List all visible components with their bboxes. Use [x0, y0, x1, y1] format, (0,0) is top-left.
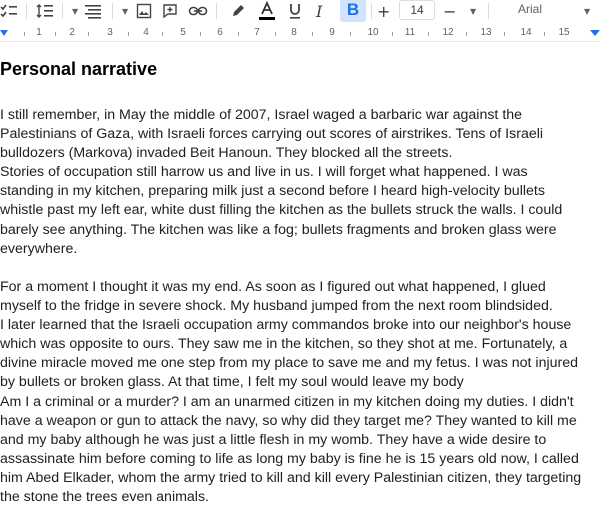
text-line: Am I a criminal or a murder? I am an unarmed citizen in my kitchen doing my duties. I didn't — [0, 393, 574, 410]
text-line: him Abed Elkader, whom the army tried to kill and kill every Palestinian citizen, they targeting — [0, 469, 582, 486]
ruler-tick — [350, 32, 351, 36]
text-color-icon[interactable] — [258, 0, 276, 22]
chevron-down-icon[interactable]: ▼ — [122, 6, 129, 16]
text-line: Palestinians of Gaza, with Israeli forces carrying out scores of airstrikes. Tens of Israeli — [0, 126, 544, 143]
ruler-mark: 9 — [329, 27, 335, 38]
comment-icon[interactable] — [162, 0, 178, 22]
ruler-tick — [238, 32, 239, 36]
decrease-font-size-icon[interactable]: − — [443, 1, 457, 21]
increase-font-size-icon[interactable]: + — [377, 1, 391, 21]
ruler-mark: 15 — [558, 27, 570, 38]
right-margin-marker[interactable] — [590, 30, 600, 36]
bold-button[interactable]: B — [340, 0, 366, 22]
ruler-tick — [162, 32, 163, 36]
ruler-tick — [24, 32, 25, 36]
ruler-tick — [428, 32, 429, 36]
numbered-list-icon[interactable] — [84, 0, 102, 22]
underline-icon[interactable] — [288, 0, 302, 22]
ruler-tick — [275, 32, 276, 36]
text-line: barely see anything. The kitchen was like a fog; bullets fragments and broken glass were — [0, 221, 557, 238]
formatting-toolbar — [0, 0, 600, 24]
font-family-select[interactable]: Arial — [518, 2, 543, 16]
toolbar-divider — [371, 3, 372, 19]
text-line: Stories of occupation still harrow us and live in us. I will forget what happened. I was — [0, 164, 528, 181]
ruler-mark: 14 — [520, 27, 532, 38]
toolbar-divider — [488, 3, 489, 19]
chevron-down-icon[interactable]: ▼ — [470, 6, 477, 16]
text-line: the stone the trees even animals. — [0, 489, 209, 506]
text-line: I later learned that the Israeli occupation army commandos broke into our neighbor's house — [0, 317, 572, 334]
text-line: by bullets or broken glass. At that time, I felt my soul would leave my body — [0, 374, 464, 391]
toolbar-divider — [26, 3, 27, 19]
text-line: myself to the fridge in severe shock. My husband jumped from the next room blindsided. — [0, 298, 553, 315]
text-line: assassinate him before coming to life as long my baby is fine he is 15 years old now, I called — [0, 450, 579, 467]
ruler-tick — [466, 32, 467, 36]
highlight-pen-icon[interactable] — [230, 0, 246, 22]
text-line: and my baby although he was just a little flesh in my womb. They have a wide desire to — [0, 431, 547, 448]
ruler-tick — [55, 32, 56, 36]
chevron-down-icon[interactable]: ▼ — [584, 6, 591, 16]
ruler-mark: 3 — [107, 27, 113, 38]
ruler-tick — [88, 32, 89, 36]
text-line: I still remember, in May the middle of 2007, Israel waged a barbaric war against the — [0, 107, 523, 123]
toolbar-divider — [62, 3, 63, 19]
ruler-tick — [200, 32, 201, 36]
ruler-mark: 7 — [254, 27, 260, 38]
ruler-mark: 4 — [143, 27, 149, 38]
paragraph — [0, 278, 581, 507]
ruler-mark: 11 — [404, 27, 416, 38]
ruler-mark: 8 — [291, 27, 297, 38]
text-line: whistle past my left ear, white dust filling the kitchen as the bullets struck the walls. I could — [0, 202, 563, 219]
text-line: divine miracle moved me one step from my place to save me and my fetus. I was not injured — [0, 355, 579, 372]
ruler-mark: 2 — [69, 27, 75, 38]
text-line: bulldozers (Markova) invaded Beit Hanoun. They blocked all the streets. — [0, 145, 453, 162]
text-line: everywhere. — [0, 240, 78, 257]
ruler-mark: 6 — [217, 27, 223, 38]
font-size-input[interactable]: 14 — [399, 0, 435, 20]
link-icon[interactable] — [188, 0, 208, 22]
toolbar-divider — [216, 3, 217, 19]
document-heading: Personal narrative — [0, 59, 158, 79]
ruler-mark: 5 — [180, 27, 186, 38]
ruler-tick — [312, 32, 313, 36]
text-line: which was opposite to ours. They saw me in the kitchen, so they shot at me. Fortunately, a — [0, 336, 568, 353]
ruler-mark: 12 — [442, 27, 454, 38]
left-indent-marker[interactable] — [0, 30, 8, 36]
ruler-mark: 1 — [36, 27, 42, 38]
ruler — [0, 24, 600, 42]
ruler-tick — [504, 32, 505, 36]
ruler-tick — [128, 32, 129, 36]
italic-icon[interactable]: I — [316, 1, 323, 21]
text-line: standing in my kitchen, preparing milk just a second before I heard high-velocity bullets — [0, 183, 545, 200]
image-icon[interactable] — [136, 0, 152, 22]
ruler-mark: 10 — [367, 27, 379, 38]
text-line: For a moment I thought it was my end. As soon as I figured out what happened, I glued — [0, 279, 546, 295]
line-spacing-icon[interactable] — [36, 0, 54, 22]
ruler-tick — [544, 32, 545, 36]
checklist-icon[interactable] — [0, 0, 18, 22]
paragraph — [0, 106, 562, 259]
text-line: have a weapon or gun to attack the navy, so why did they target me? They wanted to kill me — [0, 412, 577, 429]
toolbar-divider — [112, 3, 113, 19]
chevron-down-icon[interactable]: ▼ — [72, 6, 79, 16]
ruler-mark: 13 — [480, 27, 492, 38]
document-page[interactable] — [0, 56, 600, 532]
ruler-tick — [392, 32, 393, 36]
